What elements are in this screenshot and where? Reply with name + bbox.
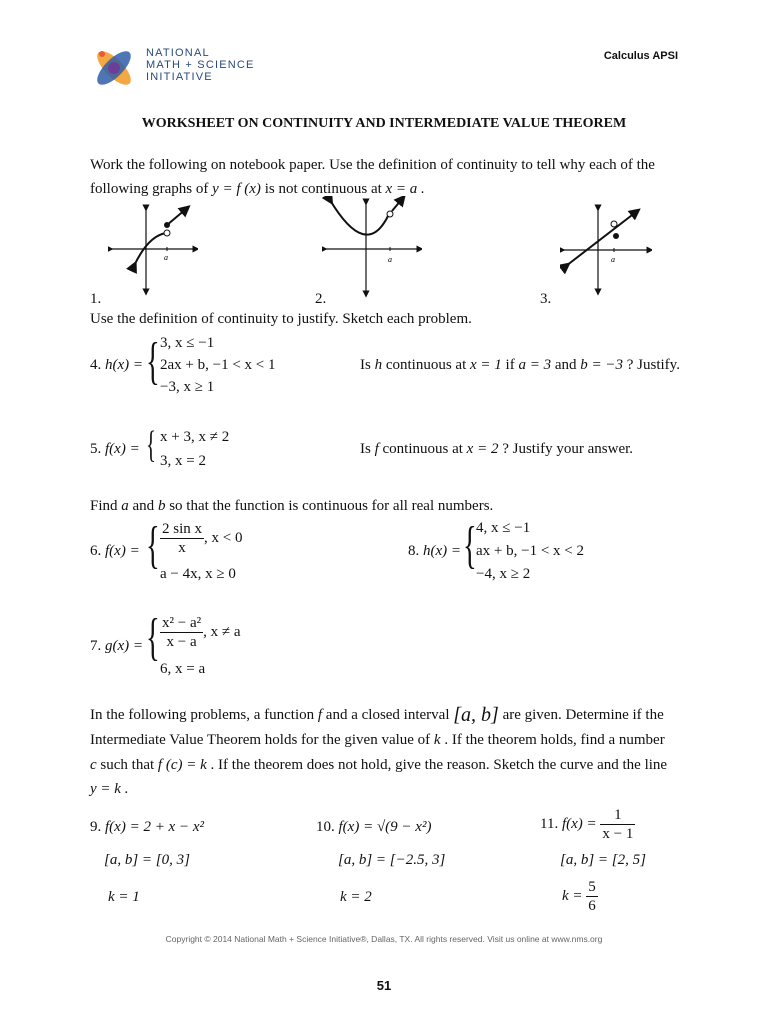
problem-7-brace: { (146, 609, 160, 666)
problem-11-k: k = $\frac{5}{6}$ (562, 879, 596, 914)
logo-text-line-1: NATIONAL (146, 47, 210, 59)
problem-9-k: k = 1 (108, 889, 140, 905)
intro-function: y = f (x) (212, 181, 261, 197)
graph-3 (560, 204, 652, 296)
problem-5-case-2: 3, x = 2 (160, 453, 206, 469)
graph-1-axis-label: a (164, 253, 168, 262)
problem-5-question: Is f continuous at x = 2 ? Justify your answer. (360, 441, 634, 457)
problem-8-case-1: 4, x ≤ −1 (476, 520, 531, 536)
problem-5-case-1: x + 3, x ≠ 2 (160, 429, 230, 445)
problem-8-case-3: −4, x ≥ 2 (476, 566, 531, 582)
graph-label-2: 2. (315, 291, 327, 307)
problem-9-function: 9. f(x) = 2 + x − x² (90, 819, 204, 835)
copyright-footer: Copyright © 2014 National Math + Science Initiative®, Dallas, TX. All rights reserved. Visit us online at www.nms.org (165, 934, 603, 944)
problem-10-interval: [a, b] = [−2.5, 3] (338, 852, 446, 868)
problem-8-case-2: ax + b, −1 < x < 2 (476, 543, 584, 559)
course-name: Calculus APSI (603, 50, 678, 62)
section-2-heading: Use the definition of continuity to justify. Sketch each problem. (90, 311, 472, 327)
page-number: 51 (376, 978, 392, 993)
problem-10-k: k = 2 (340, 889, 372, 905)
problem-6-brace: { (146, 517, 160, 574)
section-3-heading: Find a and b so that the function is continuous for all real numbers. (90, 498, 494, 514)
graph-3-axis-label: a (611, 255, 615, 264)
graph-label-1: 1. (90, 291, 102, 307)
problem-4-case-2: 2ax + b, −1 < x < 1 (160, 357, 276, 373)
worksheet-title: WORKSHEET ON CONTINUITY AND INTERMEDIATE VALUE THEOREM (141, 116, 627, 131)
problem-9-interval: [a, b] = [0, 3] (104, 852, 190, 868)
logo-text-line-2: MATH + SCIENCE (146, 59, 255, 71)
graph-label-3: 3. (540, 291, 552, 307)
intro-line-2: following graphs of y = f (x) is not continuous at x = a . (90, 181, 425, 197)
problem-4-question: Is h continuous at x = 1 if a = 3 and b = −3 ? Justify. (360, 357, 680, 373)
problem-10-function: 10. f(x) = √(9 − x²) (316, 819, 432, 835)
graph-2 (322, 196, 422, 298)
intro-line-1: Work the following on notebook paper. Use the definition of continuity to tell why each of the (90, 157, 655, 173)
section-4-line-2: Intermediate Value Theorem holds for the given value of k . If the theorem holds, find a number (90, 732, 665, 748)
section-4-line-4: y = k . (90, 781, 129, 797)
problem-11-interval: [a, b] = [2, 5] (560, 852, 646, 868)
problem-4-brace: { (146, 333, 160, 390)
problem-11-function: 11. f(x) = $\frac{1}{x - 1}$ (540, 807, 634, 842)
graph-2-axis-label: a (388, 255, 392, 264)
problem-6-case-1: $\frac{\text{2 sin x}}{x}$ , x < 0 (162, 521, 243, 556)
section-4-line-3: c such that f (c) = k . If the theorem does not hold, give the reason. Sketch the curve and the line (90, 757, 668, 773)
problem-4-label: 4. h(x) = (90, 357, 144, 373)
logo-text-line-3: INITIATIVE (146, 71, 213, 83)
problem-6-case-2: a − 4x, x ≥ 0 (160, 566, 236, 582)
problem-5-brace: { (146, 424, 157, 466)
intro-point: x = a . (385, 181, 425, 197)
problem-7-case-2: 6, x = a (160, 661, 206, 677)
nms-logo-icon (90, 44, 138, 92)
problem-7-case-1: $\frac{\text{x² − a²}}{x - a}$ , x ≠ a (162, 615, 241, 650)
problem-8-label: 8. h(x) = (408, 543, 462, 559)
problem-4-case-1: 3, x ≤ −1 (160, 335, 215, 351)
section-4-line-1: In the following problems, a function f and a closed interval [a, b] are given. Determine if the (90, 704, 664, 726)
graph-1 (108, 204, 198, 296)
problem-7-label: 7. g(x) = (90, 638, 144, 654)
problem-5-label: 5. f(x) = (90, 441, 140, 457)
problem-6-label: 6. f(x) = (90, 543, 140, 559)
problem-8-brace: { (463, 517, 477, 574)
problem-4-case-3: −3, x ≥ 1 (160, 379, 215, 395)
